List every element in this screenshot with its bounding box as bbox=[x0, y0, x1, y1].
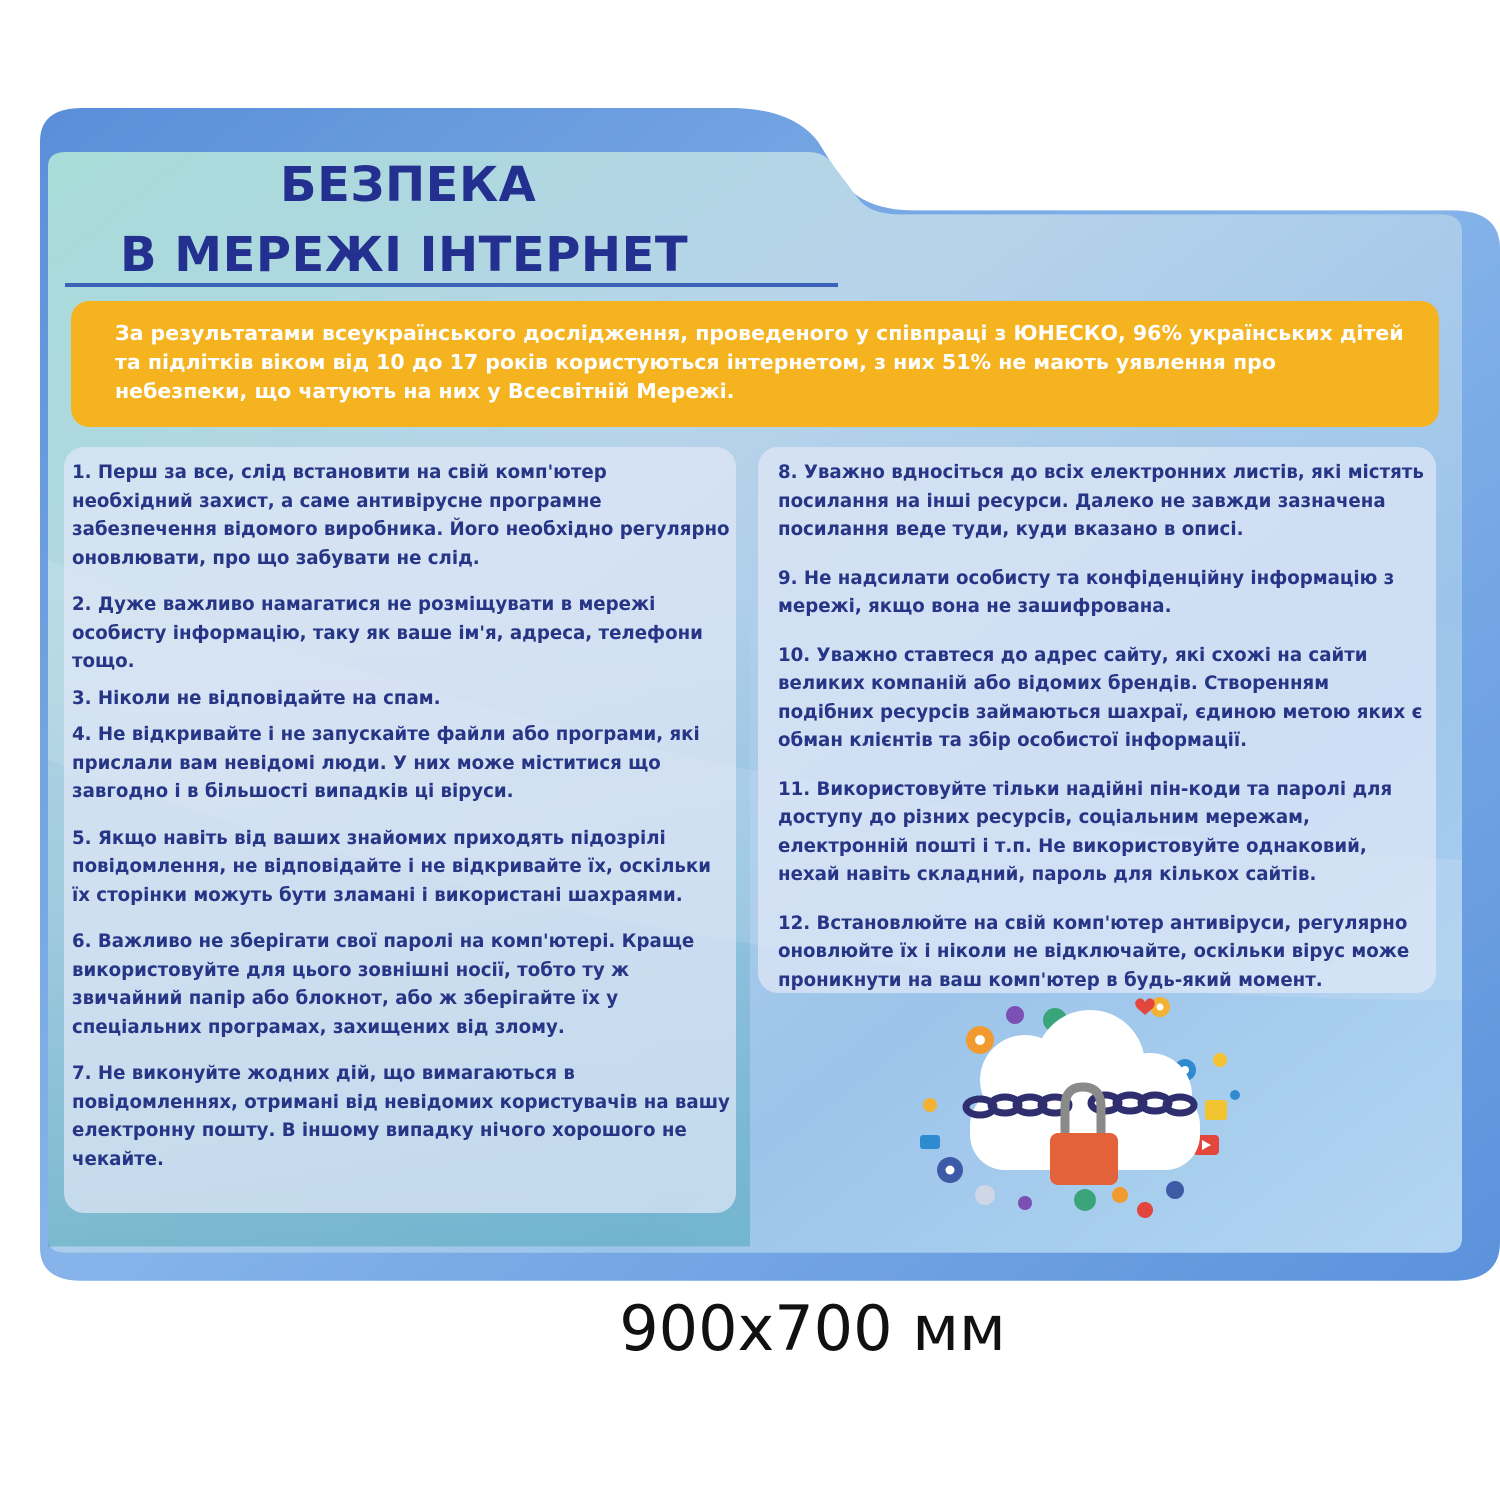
gear-icon bbox=[937, 1157, 963, 1183]
music-icon bbox=[1230, 1090, 1240, 1100]
tips-panel-left bbox=[64, 447, 736, 1213]
cloud-lock-chain-icon bbox=[905, 995, 1255, 1225]
tip-3: 3. Ніколи не відповідайте на спам. bbox=[72, 687, 441, 709]
refresh-icon bbox=[1074, 1189, 1096, 1211]
intro-text: За результатами всеукраїнського дослідження, проведеного у співпраці з ЮНЕСКО, 96% українських дітей та підлітків віком від 10 до 17 років користуються інтернетом, з них 51% не мають уявлення про небезпеки, що чатують на них у Всесвітній Мережі. bbox=[115, 321, 1404, 403]
settings-icon bbox=[1166, 1181, 1184, 1199]
tip-5: 5. Якщо навіть від ваших знайомих приходять підозрілі повідомлення, не відповідайте і не відкривайте їх, оскільки їх сторінки можуть бути зламані і використані шахраями. bbox=[72, 827, 711, 906]
title-underline bbox=[65, 283, 838, 287]
tip-8: 8. Уважно вдносіться до всіх електронних листів, які містять посилання на інші ресурси. Далеко не завжди зазначена посилання веде туди, куди вказано в описі. bbox=[778, 462, 1424, 540]
tip-11: 11. Використовуйте тільки надійні пін-коди та паролі для доступу до різних ресурсів, соціальним мережам, електронній пошті і т.п. Не використовуйте однаковий, нехай навіть складний, пароль для кількох сайтів. bbox=[778, 778, 1393, 885]
bell-icon bbox=[1213, 1053, 1227, 1067]
title-line-2: В МЕРЕЖІ ІНТЕРНЕТ bbox=[120, 227, 689, 283]
chat-icon bbox=[975, 1185, 995, 1205]
star-icon bbox=[1112, 1187, 1128, 1203]
tips-panel-right bbox=[758, 447, 1436, 993]
pin-icon bbox=[1006, 1006, 1024, 1024]
tip-7: 7. Не виконуйте жодних дій, що вимагаються в повідомленнях, отримані від невідомих користувачів на вашу електронну пошту. В іншому випадку нічого хорошого не чекайте. bbox=[72, 1063, 730, 1170]
page-title bbox=[120, 150, 760, 290]
tip-9: 9. Не надсилати особисту та конфіденційну інформацію з мережі, якщо вона не зашифрована. bbox=[778, 567, 1395, 617]
title-line-1: БЕЗПЕКА bbox=[280, 157, 537, 213]
intro-banner bbox=[71, 301, 1439, 427]
tip-10: 10. Уважно ставтеся до адрес сайту, які схожі на сайти великих компаній або відомих брендів. Створенням подібних ресурсів займаються шахраї, єдиною метою яких є обман клієнтів та збір особистої інформації. bbox=[778, 644, 1423, 751]
user-icon bbox=[1018, 1196, 1032, 1210]
tip-4: 4. Не відкривайте і не запускайте файли або програми, які прислали вам невідомі люди. У них може міститися що завгодно і в більшості випадків ці віруси. bbox=[72, 724, 700, 802]
tip-12: 12. Встановлюйте на свій комп'ютер антивіруси, регулярно оновлюйте їх і ніколи не відключайте, оскільки вірус може проникнути на ваш комп'ютер в будь-який момент. bbox=[778, 912, 1410, 991]
idea-icon bbox=[923, 1098, 937, 1112]
location-icon bbox=[1137, 1202, 1153, 1218]
cart-icon bbox=[1205, 1100, 1227, 1120]
mail-icon bbox=[920, 1135, 940, 1149]
size-label: 900x700 мм bbox=[619, 1292, 1006, 1365]
gear-icon bbox=[966, 1026, 994, 1054]
tip-2: 2. Дуже важливо намагатися не розміщувати в мережі особисту інформацію, таку як ваше ім'я, адреса, телефони тощо. bbox=[72, 594, 703, 672]
tip-1: 1. Перш за все, слід встановити на свій комп'ютер необхідний захист, а саме антивірусне програмне забезпечення відомого виробника. Його необхідно регулярно оновлювати, про що забувати не слід. bbox=[72, 462, 730, 569]
tip-6: 6. Важливо не зберігати свої паролі на комп'ютері. Краще використовуйте для цього зовнішні носії, тобто ту ж звичайний папір або блокнот, або ж зберігайте їх у спеціальних програмах, захищених від злому. bbox=[72, 931, 695, 1038]
